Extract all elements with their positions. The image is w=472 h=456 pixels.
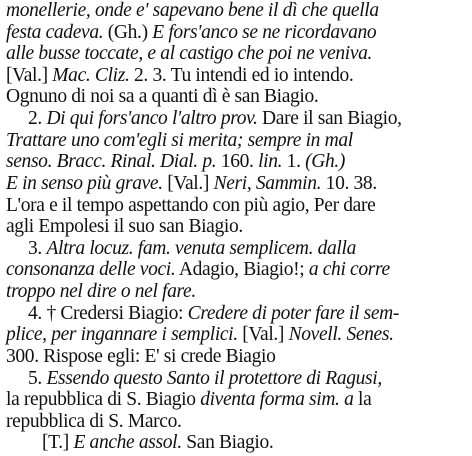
text-run: plice, per ingannare i semplici. [6, 324, 238, 346]
text-run: 160. [216, 151, 259, 173]
text-run: lin. [258, 151, 283, 173]
text-run: (Gh.) [305, 151, 346, 173]
text-run: alle busse toccate, e al castigo che poi ne veniva. [6, 43, 373, 65]
text-run: 300. Rispose egli: E' si crede Biagio [6, 345, 276, 367]
text-run: repubblica di S. Marco. [6, 410, 182, 432]
text-run: Trattare uno com'egli si merita; sempre in mal [6, 129, 353, 151]
text-run: San Biagio. [181, 432, 274, 454]
text-run: monellerie, onde e' sapevano bene il dì che quella [6, 0, 379, 21]
text-run: E fors'anco se ne ricordavano [152, 21, 377, 43]
text-run: E in senso più grave. [6, 172, 163, 194]
text-run: Novell. Senes. [288, 324, 394, 346]
text-run: Ognuno di noi sa a quanti dì è san Biagio. [6, 86, 319, 108]
text-run: Altra locuz. fam. venuta semplicem. dalla [46, 237, 356, 259]
text-run: Mac. Cliz. [52, 64, 130, 86]
text-line [42, 430, 468, 456]
text-run: [Val.] [6, 64, 53, 86]
text-run: festa cadeva. [6, 21, 108, 43]
text-run: senso. Bracc. Rinal. Dial. p. [6, 151, 217, 173]
text-run: (Gh.) [107, 21, 153, 43]
text-run: diventa forma sim. a [200, 389, 354, 411]
text-run: L'ora e il tempo aspettando con più agio, Per dare [6, 194, 376, 216]
text-run: agli Empolesi il suo san Biagio. [6, 216, 243, 238]
text-run: 10. 38. [321, 172, 377, 194]
text-run: a chi corre [308, 259, 390, 281]
text-run: Adagio, Biagio!; [175, 259, 309, 281]
text-run: la [353, 389, 372, 411]
text-run: [Val.] [162, 172, 214, 194]
text-run: 5. [28, 367, 47, 389]
text-run: E anche assol. [73, 432, 182, 454]
text-run: consonanza delle voci. [6, 259, 176, 281]
text-run: 2. [28, 108, 47, 130]
text-run: 2. 3. Tu intendi ed io intendo. [129, 64, 354, 86]
text-run: Credere di poter fare il sem- [187, 302, 400, 324]
text-run: [Val.] [237, 324, 289, 346]
text-run: troppo nel dire o nel fare. [6, 281, 196, 303]
text-run: [T.] [42, 432, 74, 454]
text-run: 1. [282, 151, 306, 173]
text-run: 4. † Credersi Biagio: [28, 302, 188, 324]
text-run: Dare il san Biagio, [257, 108, 402, 130]
text-run: 3. [28, 237, 47, 259]
text-run: Essendo questo Santo il protettore di Ragusi, [46, 367, 382, 389]
text-run: Neri, Sammin. [213, 172, 322, 194]
text-run: Di qui fors'anco l'altro prov. [46, 108, 258, 130]
text-run: la repubblica di S. Biagio [6, 389, 201, 411]
